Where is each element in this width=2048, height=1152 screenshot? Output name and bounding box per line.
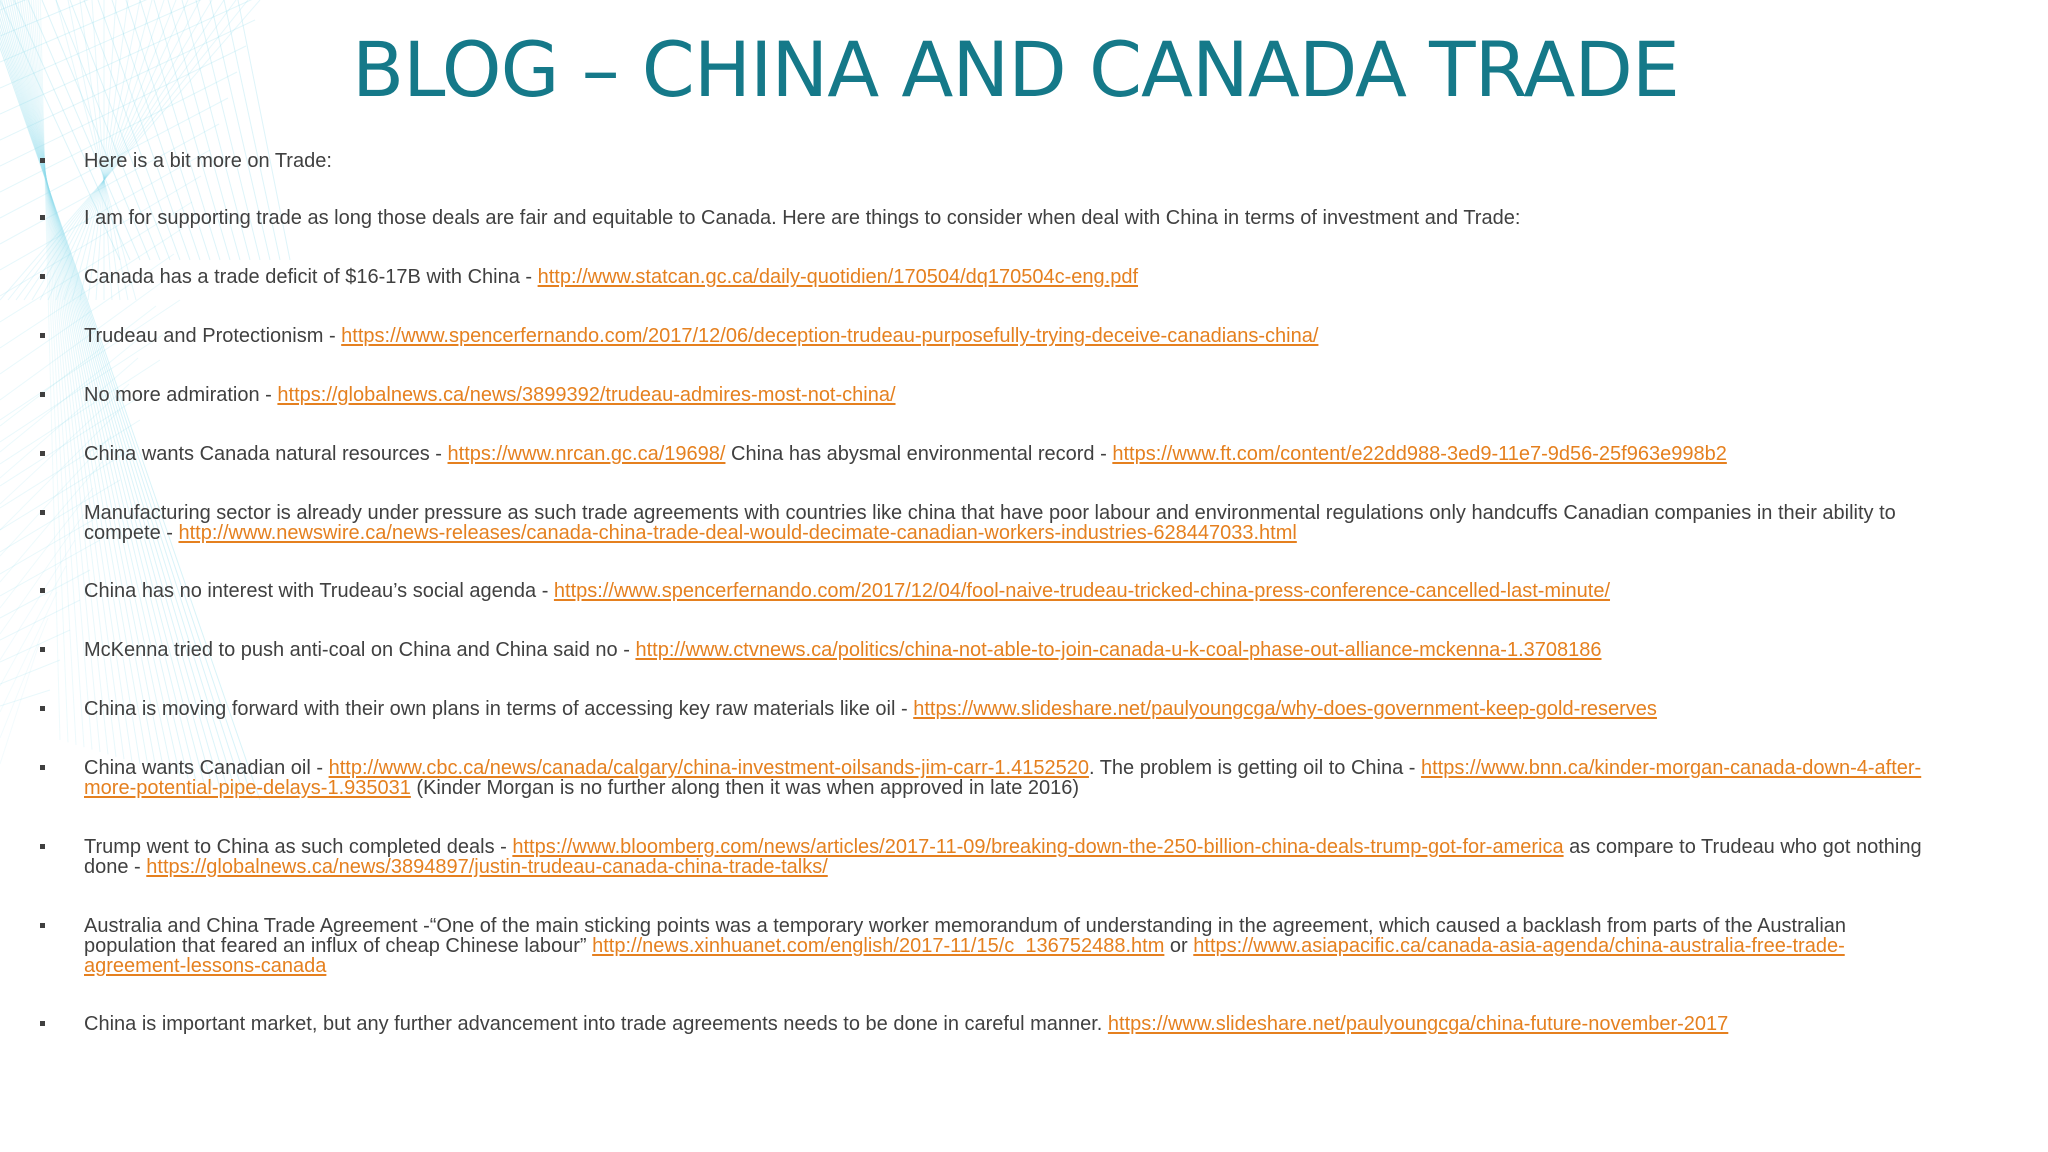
bullet-marker (40, 392, 45, 397)
bullet-text: Here is a bit more on Trade: (84, 150, 332, 172)
bullet-link[interactable]: http://www.cbc.ca/news/canada/calgary/china-investment-oilsands-jim-carr-1.4152520 (328, 757, 1089, 779)
bullet-item (84, 326, 1934, 346)
bullet-link[interactable]: https://www.slideshare.net/paulyoungcga/china-future-november-2017 (1107, 1013, 1729, 1035)
bullet-link[interactable]: https://www.ft.com/content/e22dd988-3ed9-11e7-9d56-25f963e998b2 (1112, 443, 1727, 465)
bullet-item (84, 1014, 1934, 1034)
bullet-marker (40, 215, 45, 220)
bullet-item (84, 385, 1934, 405)
bullet-item (84, 503, 1934, 543)
bullet-link[interactable]: http://news.xinhuanet.com/english/2017-11/15/c_136752488.htm (592, 935, 1165, 957)
bullet-text: China has abysmal environmental record - (725, 443, 1113, 465)
bullet-marker (40, 647, 45, 652)
bullet-link[interactable]: http://www.newswire.ca/news-releases/canada-china-trade-deal-would-decimate-canadian-workers-industries-628447033.html (178, 522, 1297, 544)
bullet-text: Australia and China Trade Agreement -“One of the main sticking points was a temporary worker memorandum of understanding in the agreement, which caused a backlash from parts of the Australian population that feared an influx of cheap Chinese labour” (84, 915, 1847, 957)
bullet-item (84, 581, 1934, 601)
bullet-marker (40, 706, 45, 711)
bullet-link[interactable]: https://www.spencerfernando.com/2017/12/06/deception-trudeau-purposefully-trying-deceive-canadians-china/ (341, 325, 1319, 347)
bullet-text: Manufacturing sector is already under pressure as such trade agreements with countries like china that have poor labour and environmental regulations only handcuffs Canadian companies in their ability to compete - (84, 502, 1896, 544)
bullet-text: China is important market, but any further advancement into trade agreements needs to be done in careful manner. (84, 1013, 1108, 1035)
bullet-text: No more admiration - (84, 384, 278, 406)
bullet-marker (40, 333, 45, 338)
bullet-text: or (1164, 935, 1194, 957)
bullet-text: I am for supporting trade as long those deals are fair and equitable to Canada. Here are things to consider when deal with China in terms of investment and Trade: (84, 207, 1521, 229)
bullet-marker (40, 923, 45, 928)
bullet-item (84, 444, 1934, 464)
bullet-marker (40, 844, 45, 849)
bullet-text: McKenna tried to push anti-coal on China and China said no - (84, 639, 636, 661)
bullet-text: (Kinder Morgan is no further along then it was when approved in late 2016) (410, 777, 1080, 799)
bullet-item (84, 837, 1934, 877)
bullet-text: Canada has a trade deficit of $16-17B with China - (84, 266, 538, 288)
bullet-link[interactable]: https://www.spencerfernando.com/2017/12/04/fool-naive-trudeau-tricked-china-press-conference-cancelled-last-minute/ (553, 580, 1611, 602)
bullet-marker (40, 158, 45, 163)
bullet-item (84, 916, 1934, 976)
bullet-link[interactable]: https://globalnews.ca/news/3899392/trudeau-admires-most-not-china/ (277, 384, 896, 406)
bullet-link[interactable]: http://www.ctvnews.ca/politics/china-not-able-to-join-canada-u-k-coal-phase-out-alliance-mckenna-1.3708186 (635, 639, 1602, 661)
bullet-link[interactable]: https://www.slideshare.net/paulyoungcga/why-does-government-keep-gold-reserves (913, 698, 1657, 720)
bullet-text: as compare to Trudeau who got nothing done - (84, 836, 1922, 878)
bullet-marker (40, 510, 45, 515)
bullet-text: China is moving forward with their own plans in terms of accessing key raw materials like oil - (84, 698, 914, 720)
bullet-link[interactable]: https://www.bnn.ca/kinder-morgan-canada-down-4-after-more-potential-pipe-delays-1.935031 (84, 757, 1922, 799)
bullet-text: Trudeau and Protectionism - (84, 325, 342, 347)
bullet-link[interactable]: https://www.asiapacific.ca/canada-asia-agenda/china-australia-free-trade-agreement-lessons-canada (84, 935, 1845, 977)
bullet-marker (40, 1021, 45, 1026)
bullet-item (84, 208, 1934, 228)
bullet-marker (40, 588, 45, 593)
bullet-link[interactable]: https://www.nrcan.gc.ca/19698/ (447, 443, 726, 465)
bullet-marker (40, 765, 45, 770)
bullet-text: . The problem is getting oil to China - (1088, 757, 1421, 779)
bullet-link[interactable]: https://www.bloomberg.com/news/articles/2017-11-09/breaking-down-the-250-billion-china-deals-trump-got-for-america (512, 836, 1564, 858)
bullet-link[interactable]: https://globalnews.ca/news/3894897/justin-trudeau-canada-china-trade-talks/ (146, 856, 828, 878)
bullet-item (84, 267, 1934, 287)
bullet-marker (40, 274, 45, 279)
bullet-item (84, 640, 1934, 660)
bullet-text: China has no interest with Trudeau’s social agenda - (84, 580, 554, 602)
bullet-item (84, 758, 1934, 798)
bullet-item (84, 151, 1934, 171)
bullet-text: Trump went to China as such completed deals - (84, 836, 513, 858)
bullet-item (84, 699, 1934, 719)
bullet-text: China wants Canada natural resources - (84, 443, 448, 465)
bullet-marker (40, 451, 45, 456)
bullet-text: China wants Canadian oil - (84, 757, 329, 779)
bullet-link[interactable]: http://www.statcan.gc.ca/daily-quotidien/170504/dq170504c-eng.pdf (537, 266, 1139, 288)
slide-title: BLOG – CHINA AND CANADA TRADE (352, 25, 1679, 114)
